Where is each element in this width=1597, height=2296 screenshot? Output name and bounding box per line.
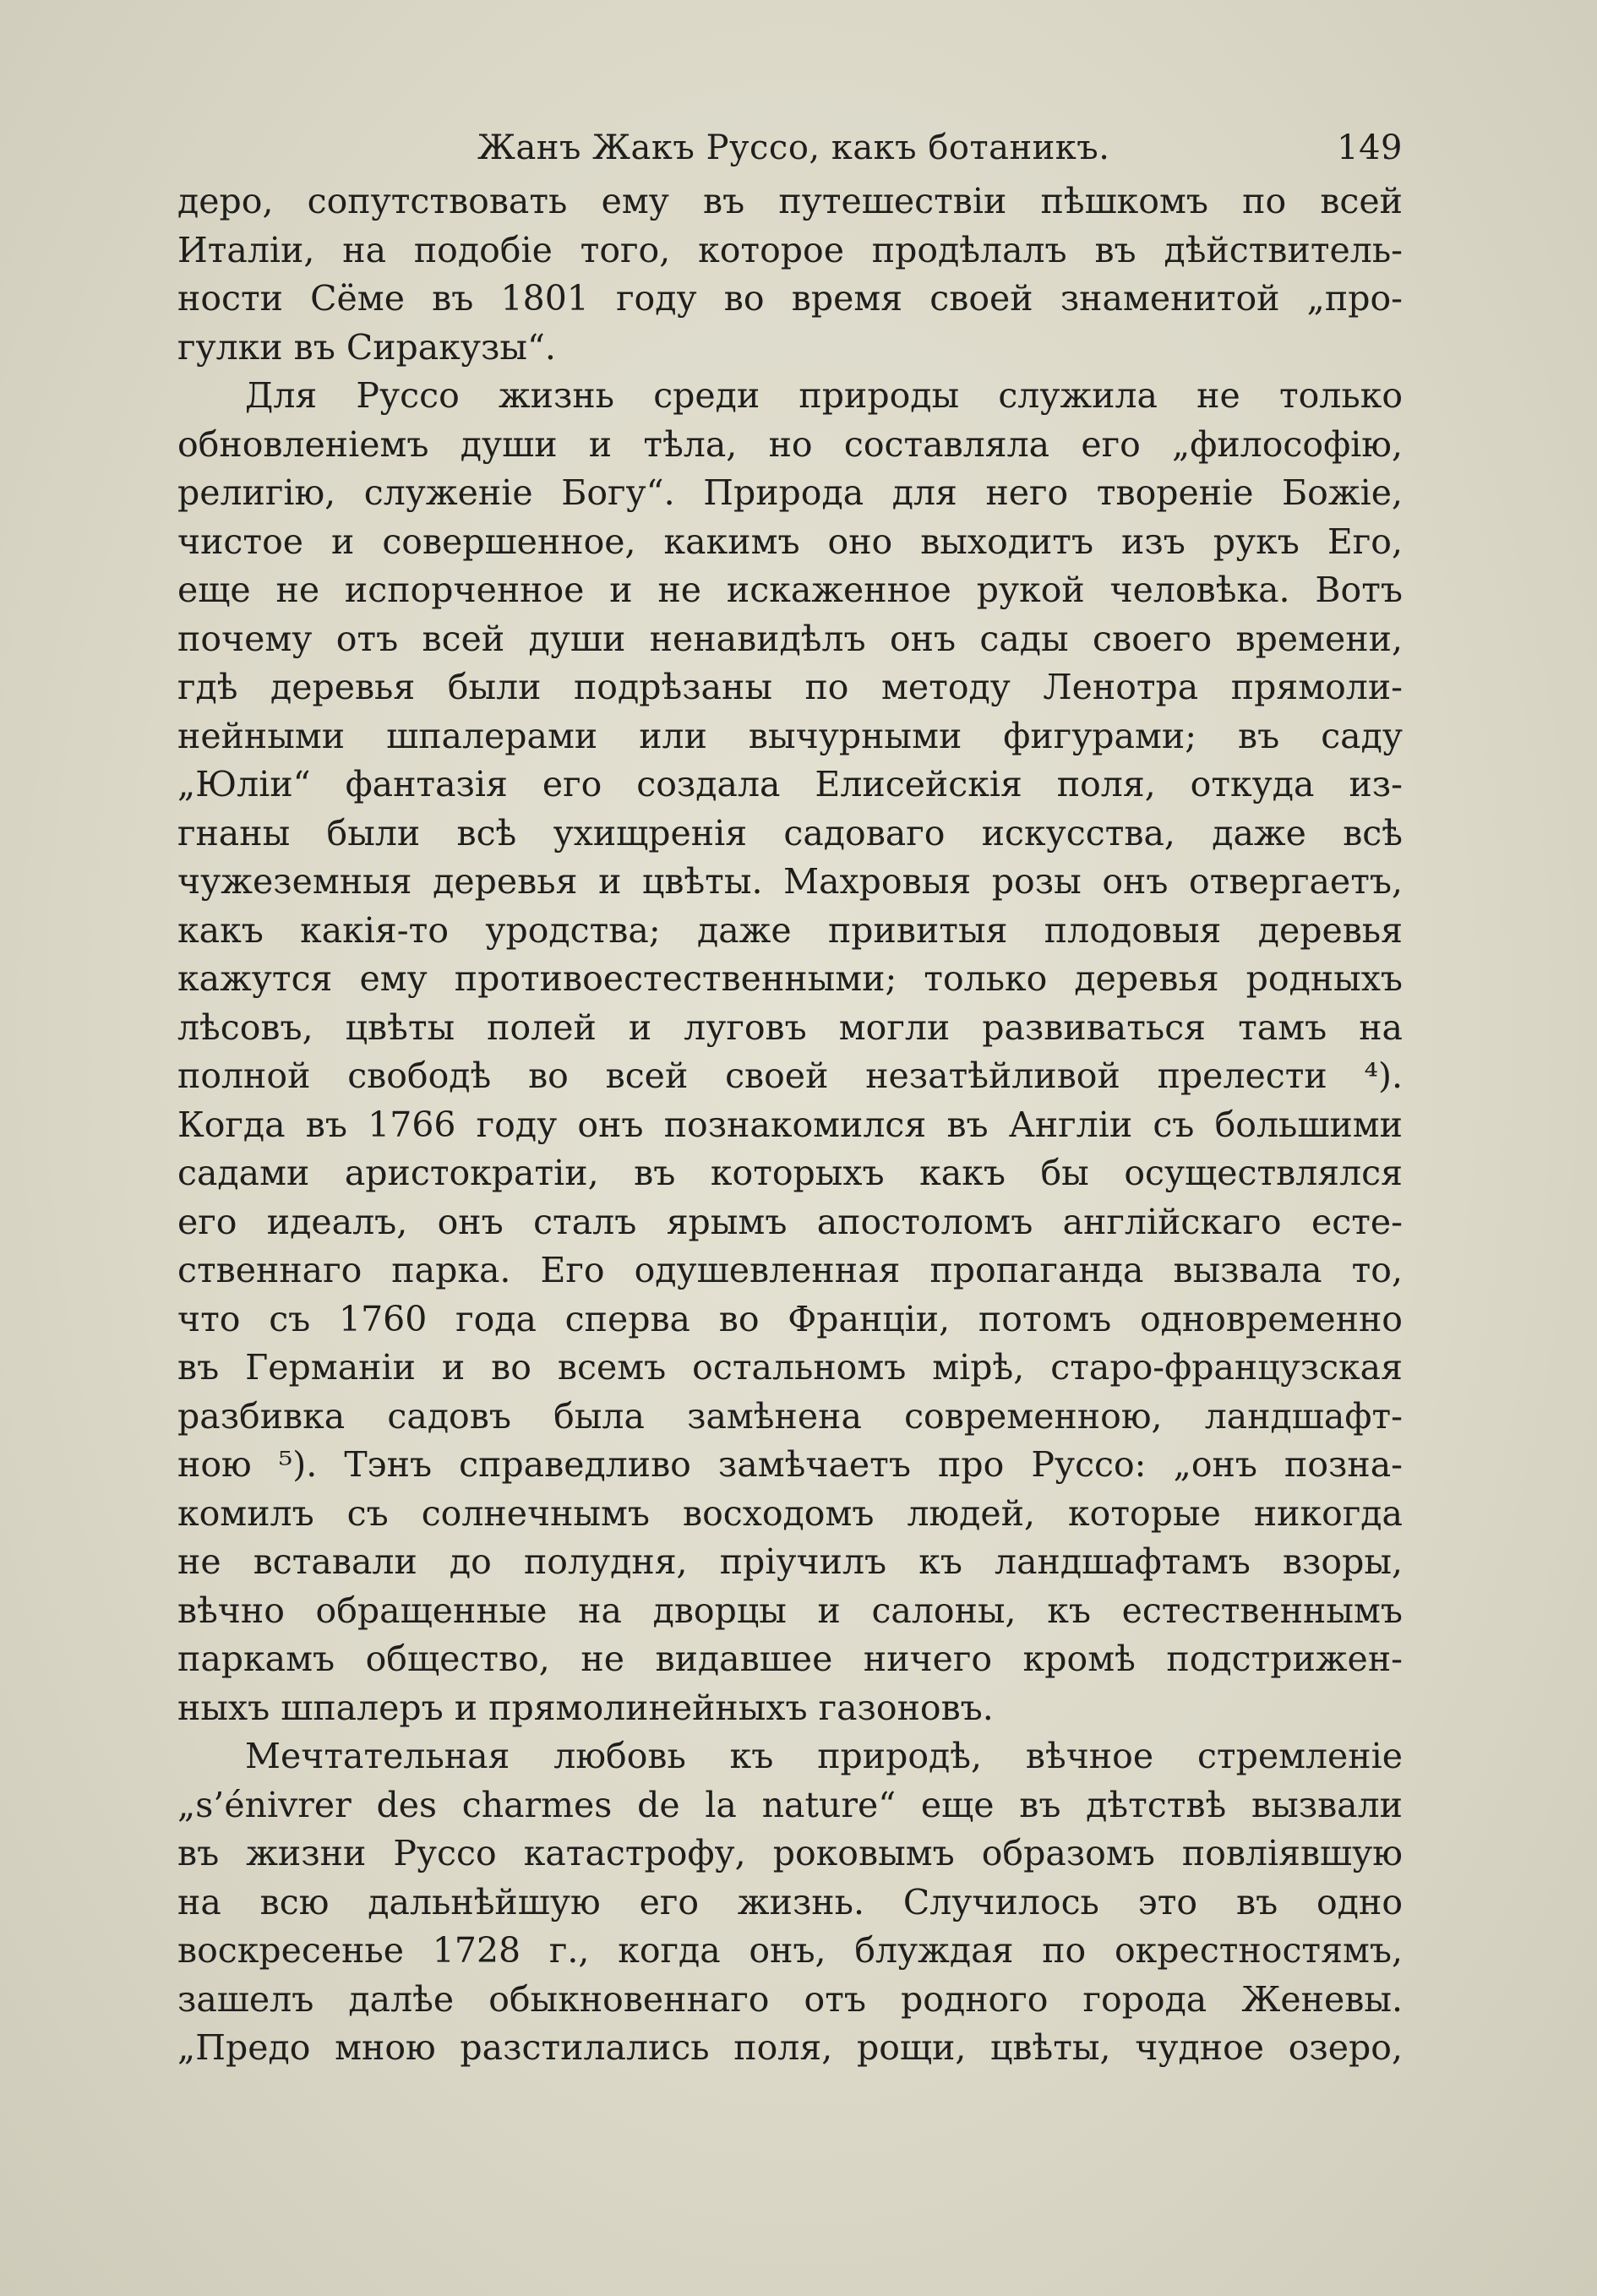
text-line: какъ какія-то уродства; даже привитыя плодовыя деревья [177, 909, 1403, 951]
text-line: вѣчно обращенные на дворцы и салоны, къ естественнымъ [177, 1590, 1403, 1631]
text-line: нейными шпалерами или вычурными фигурами; въ саду [177, 715, 1403, 756]
text-line: гнаны были всѣ ухищренія садоваго искусства, даже всѣ [177, 812, 1403, 854]
text-line: полной свободѣ во всей своей незатѣйливой прелести ⁴). [177, 1055, 1403, 1096]
text-line: на всю дальнѣйшую его жизнь. Случилось это въ одно [177, 1881, 1403, 1922]
text-line: чистое и совершенное, какимъ оно выходитъ изъ рукъ Его, [177, 521, 1403, 562]
text-line: обновленіемъ души и тѣла, но составляла его „философію, [177, 423, 1403, 465]
text-line: „Юліи“ фантазія его создала Елисейскія поля, откуда из- [177, 764, 1403, 804]
text-line: въ Германіи и во всемъ остальномъ мірѣ, старо-французская [177, 1347, 1403, 1388]
paragraph-1 [177, 177, 1403, 372]
book-page [177, 118, 1403, 2073]
text-line: „s’énivrer des charmes de la nature“ еще въ дѣтствѣ вызвали [177, 1784, 1403, 1825]
running-title: Жанъ Жакъ Руссо, какъ ботаникъ. [477, 128, 1110, 167]
text-line: въ жизни Руссо катастрофу, роковымъ образомъ повліявшую [177, 1833, 1403, 1873]
text-line: почему отъ всей души ненавидѣлъ онъ сады своего времени, [177, 618, 1403, 659]
running-header [177, 118, 1403, 177]
text-line: гулки въ Сиракузы“. [177, 326, 556, 368]
text-line: не вставали до полудня, пріучилъ къ ландшафтамъ взоры, [177, 1541, 1403, 1582]
page-number: 149 [1337, 128, 1403, 167]
text-line: гдѣ деревья были подрѣзаны по методу Ленотра прямоли- [177, 667, 1403, 707]
paragraph-3 [177, 1732, 1403, 2073]
text-line: его идеалъ, онъ сталъ ярымъ апостоломъ англійскаго есте- [177, 1201, 1403, 1242]
text-line: ныхъ шпалеръ и прямолинейныхъ газоновъ. [177, 1687, 994, 1728]
text-line: Для Руссо жизнь среди природы служила не только [245, 375, 1403, 416]
text-line: что съ 1760 года сперва во Франціи, потомъ одновременно [177, 1298, 1403, 1339]
paragraph-2 [177, 372, 1403, 1732]
text-line: разбивка садовъ была замѣнена современною, ландшафт- [177, 1395, 1403, 1437]
text-line: ною ⁵). Тэнъ справедливо замѣчаетъ про Руссо: „онъ позна- [177, 1444, 1403, 1485]
text-line: ности Сёме въ 1801 году во время своей знаменитой „про- [177, 278, 1403, 319]
text-line: Мечтательная любовь къ природѣ, вѣчное стремленіе [245, 1736, 1403, 1776]
text-line: лѣсовъ, цвѣты полей и луговъ могли развиваться тамъ на [177, 1006, 1403, 1048]
text-line: „Предо мною разстилались поля, рощи, цвѣты, чудное озеро, [177, 2027, 1403, 2068]
text-line: садами аристократіи, въ которыхъ какъ бы осуществлялся [177, 1153, 1403, 1193]
text-line: Италіи, на подобіе того, которое продѣлалъ въ дѣйствитель- [177, 229, 1403, 270]
text-line: паркамъ общество, не видавшее ничего кромѣ подстрижен- [177, 1639, 1403, 1679]
text-line: кажутся ему противоестественными; только деревья родныхъ [177, 958, 1403, 999]
text-line: еще не испорченное и не искаженное рукой человѣка. Вотъ [177, 570, 1403, 610]
text-line: комилъ съ солнечнымъ восходомъ людей, которые никогда [177, 1492, 1403, 1534]
text-line: зашелъ далѣе обыкновеннаго отъ родного города Женевы. [177, 1978, 1403, 2020]
text-line: религію, служеніе Богу“. Природа для него твореніе Божіе, [177, 472, 1403, 513]
text-line: Когда въ 1766 году онъ познакомился въ Англіи съ большими [177, 1104, 1403, 1145]
text-line: ственнаго парка. Его одушевленная пропаганда вызвала то, [177, 1250, 1403, 1290]
text-line: чужеземныя деревья и цвѣты. Махровыя розы онъ отвергаетъ, [177, 861, 1403, 902]
text-line: воскресенье 1728 г., когда онъ, блуждая по окрестностямъ, [177, 1930, 1403, 1971]
text-line: деро, сопутствовать ему въ путешествіи пѣшкомъ по всей [177, 181, 1403, 221]
